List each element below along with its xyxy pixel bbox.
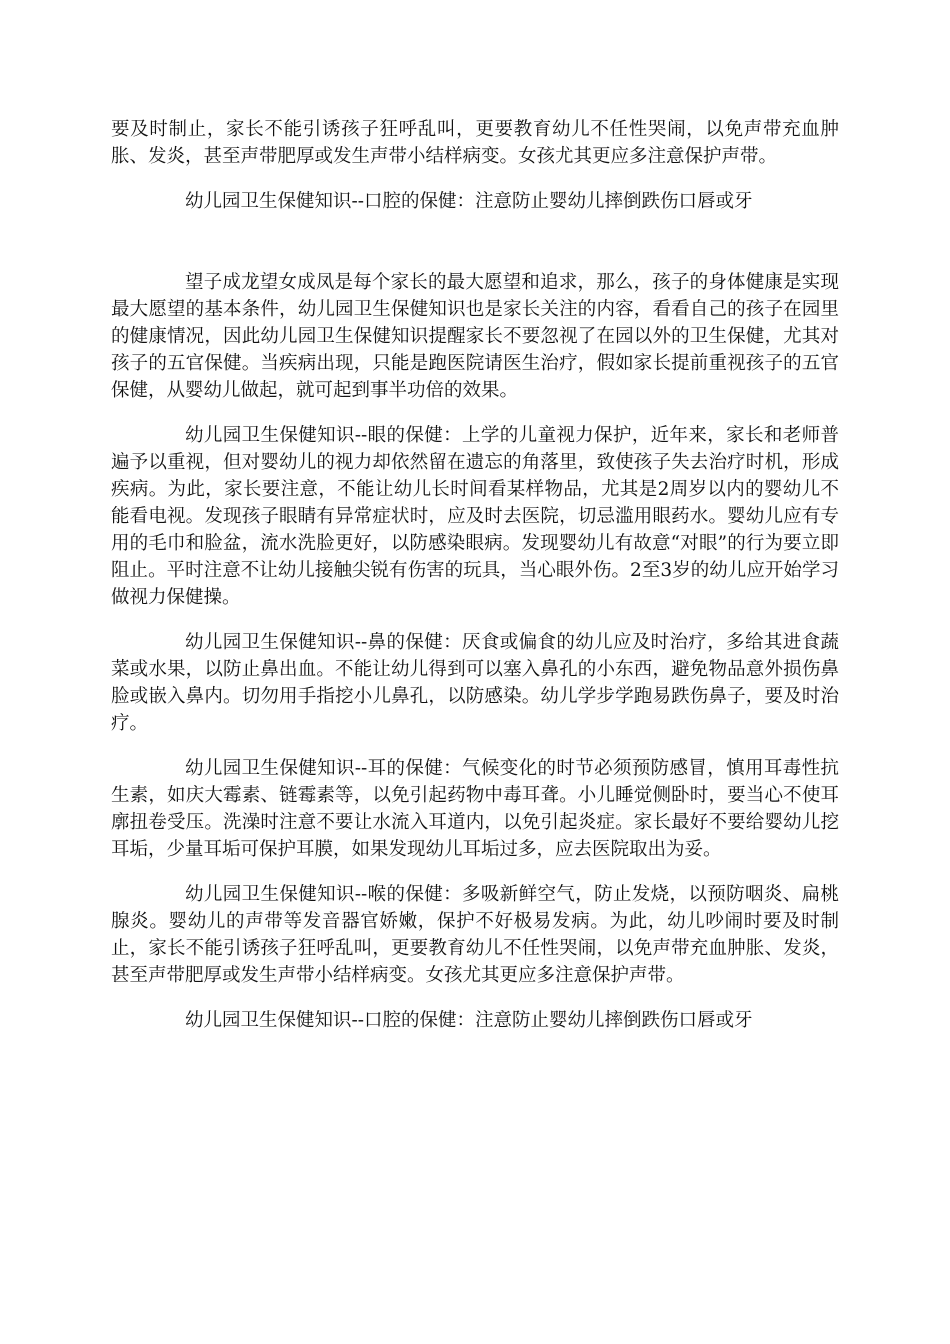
paragraph-continuation: 要及时制止，家长不能引诱孩子狂呼乱叫，更要教育幼儿不任性哭闹，以免声带充血肿胀、发炎，甚至声带肥厚或发生声带小结样病变。女孩尤其更应多注意保护声带。 — [111, 119, 839, 167]
paragraph-eye-care: 幼儿园卫生保健知识--眼的保健：上学的儿童视力保护，近年来，家长和老师普遍予以重视，但对婴幼儿的视力却依然留在遗忘的角落里，致使孩子失去治疗时机，形成疾病。为此，家长要注意，不能让幼儿长时间看某样物品，尤其是2周岁以内的婴幼儿不能看电视。发现孩子眼睛有异常症状时，应及时去医院，切忌滥用眼药水。婴幼儿应有专用的毛巾和脸盆，流水洗脸更好，以防感染眼病。发现婴幼儿有故意“对眼”的行为要立即阻止。平时注意不让幼儿接触尖锐有伤害的玩具，当心眼外伤。2至3岁的幼儿应开始学习做视力保健操。 — [111, 425, 839, 608]
paragraph-ear-care: 幼儿园卫生保健知识--耳的保健：气候变化的时节必须预防感冒，慎用耳毒性抗生素，如庆大霉素、链霉素等，以免引起药物中毒耳聋。小儿睡觉侧卧时，要当心不使耳廓扭卷受压。洗澡时注意不要让水流入耳道内，以免引起炎症。家长最好不要给婴幼儿挖耳垢，少量耳垢可保护耳膜，如果发现幼儿耳垢过多，应去医院取出为妥。 — [111, 758, 839, 860]
paragraph-intro: 望子成龙望女成凤是每个家长的最大愿望和追求，那么，孩子的身体健康是实现最大愿望的基本条件，幼儿园卫生保健知识也是家长关注的内容，看看自己的孩子在园里的健康情况，因此幼儿园卫生保健知识提醒家长不要忽视了在园以外的卫生保健，尤其对孩子的五官保健。当疾病出现，只能是跑医院请医生治疗，假如家长提前重视孩子的五官保健，从婴幼儿做起，就可起到事半功倍的效果。 — [111, 272, 839, 401]
paragraph-oral-care: 幼儿园卫生保健知识--口腔的保健：注意防止婴幼儿摔倒跌伤口唇或牙 — [185, 1010, 753, 1031]
paragraph-oral-care-heading: 幼儿园卫生保健知识--口腔的保健：注意防止婴幼儿摔倒跌伤口唇或牙 — [185, 191, 753, 212]
paragraph-nose-care: 幼儿园卫生保健知识--鼻的保健：厌食或偏食的幼儿应及时治疗，多给其进食蔬菜或水果，以防止鼻出血。不能让幼儿得到可以塞入鼻孔的小东西，避免物品意外损伤鼻脸或嵌入鼻内。切勿用手指挖小儿鼻孔，以防感染。幼儿学步学跑易跌伤鼻子，要及时治疗。 — [111, 632, 839, 734]
paragraph-throat-care: 幼儿园卫生保健知识--喉的保健：多吸新鲜空气，防止发烧，以预防咽炎、扁桃腺炎。婴幼儿的声带等发音器官娇嫩，保护不好极易发病。为此，幼儿吵闹时要及时制止，家长不能引诱孩子狂呼乱叫，更要教育幼儿不任性哭闹，以免声带充血肿胀、发炎，甚至声带肥厚或发生声带小结样病变。女孩尤其更应多注意保护声带。 — [111, 884, 839, 986]
document-body — [111, 116, 839, 1034]
